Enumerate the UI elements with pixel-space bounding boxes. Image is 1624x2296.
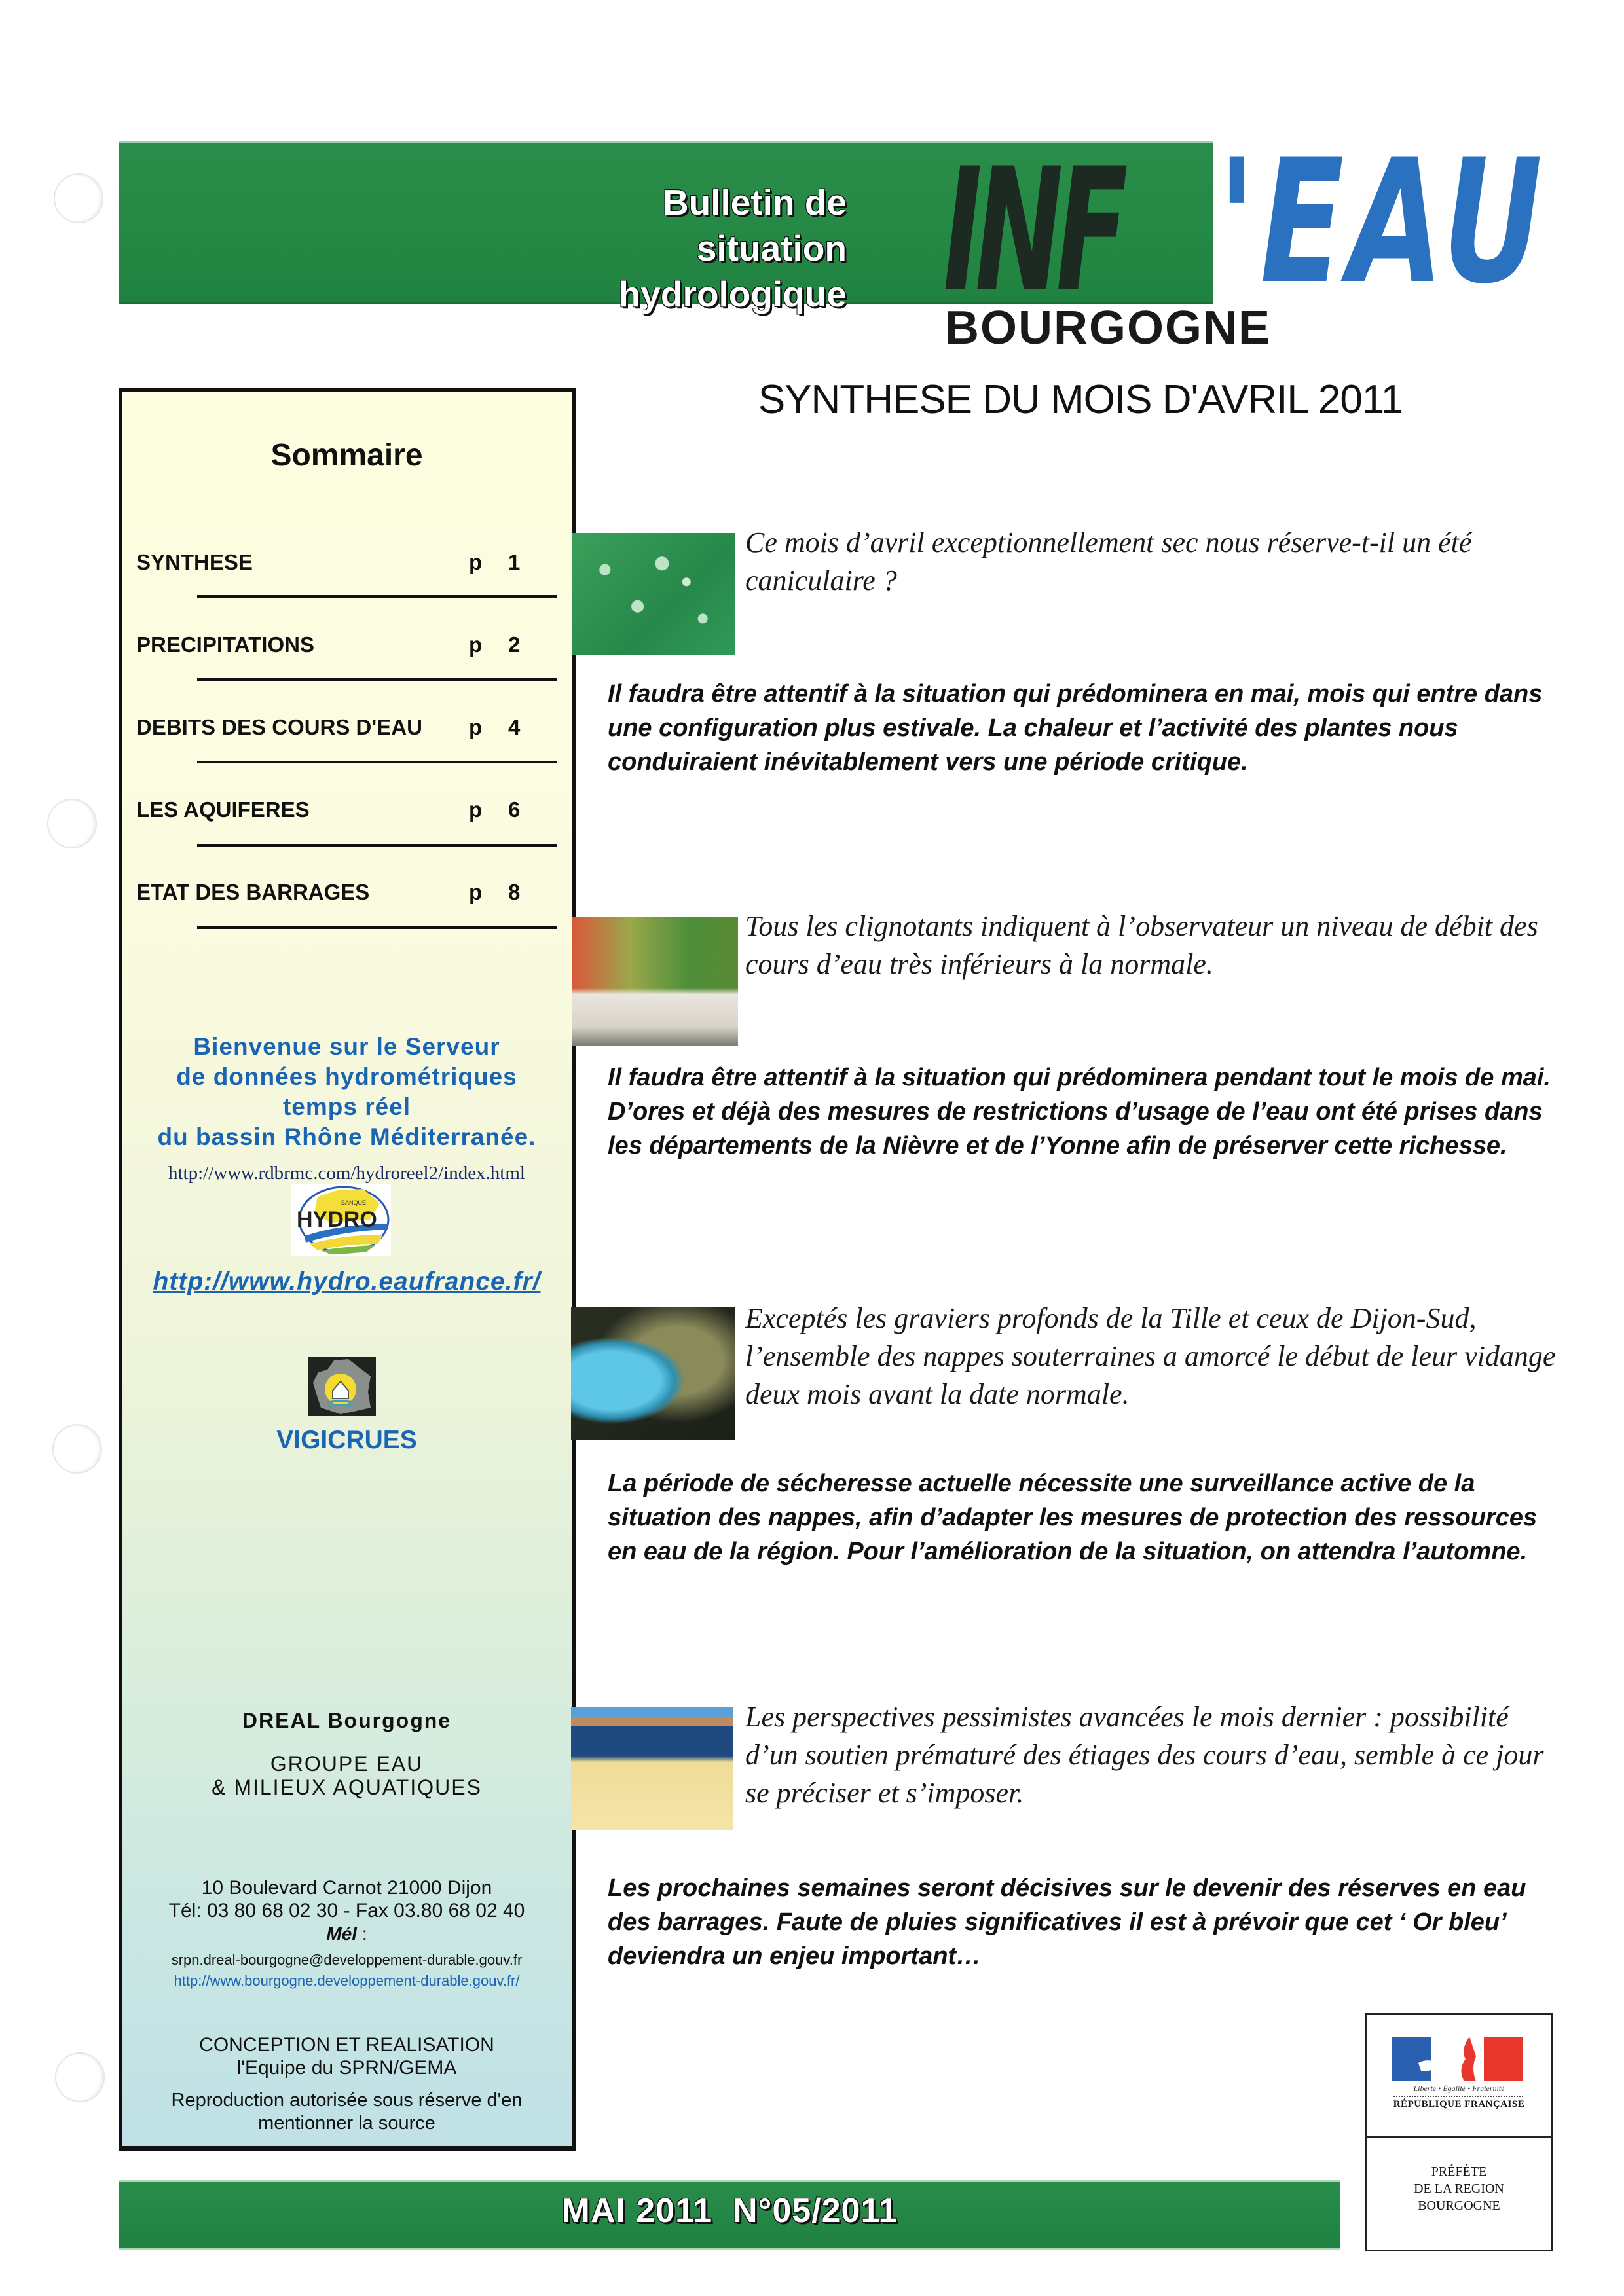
- welcome-line: temps réel: [282, 1093, 411, 1120]
- section-intro-debits: Tous les clignotants indiquent à l’observateur un niveau de débit des cours d’eau très inférieurs à la normale.: [745, 910, 1538, 980]
- sommaire-heading: Sommaire: [270, 438, 423, 473]
- phone-line: Tél: 03 80 68 02 30 - Fax 03.80 68 02 40: [168, 1900, 525, 1922]
- vigicrues-label[interactable]: VIGICRUES: [276, 1426, 417, 1454]
- prefete-line: BOURGOGNE: [1418, 2198, 1500, 2213]
- toc-page-number: 6: [508, 797, 521, 822]
- welcome-line: Bienvenue sur le Serveur: [193, 1033, 500, 1060]
- section-body-debits: Il faudra être attentif à la situation qui prédominera pendant tout le mois de mai. D’ores et déjà des mesures de restrictions d’usage de l’eau ont été prises dans les départements de la Nièvre et de l’Yonne afin de préserver cette richesse.: [608, 1064, 1551, 1159]
- hydro-eaufrance-link[interactable]: http://www.hydro.eaufrance.fr/: [153, 1267, 541, 1296]
- toc-divider: [197, 761, 557, 763]
- page-title: SYNTHESE DU MOIS D'AVRIL 2011: [758, 377, 1403, 422]
- cave-water-image: [571, 1307, 735, 1440]
- marianne-flag-icon: [1392, 2037, 1523, 2081]
- section-body-synthese: Il faudra être attentif à la situation qui prédominera en mai, mois qui entre dans une configuration plus estivale. La chaleur et l’activité des plantes nous conduiraient inévitablement vers une période critique.: [608, 680, 1543, 776]
- repro-line: Reproduction autorisée sous réserve d'en: [171, 2090, 523, 2111]
- punch-hole: [52, 1424, 102, 1474]
- prefete-line: PRÉFÈTE: [1431, 2164, 1487, 2179]
- logo-region-label: BOURGOGNE: [945, 302, 1272, 354]
- toc-label: PRECIPITATIONS: [136, 632, 314, 657]
- hydro-logo-graphic: [291, 1184, 391, 1256]
- republic-name: RÉPUBLIQUE FRANÇAISE: [1393, 2099, 1525, 2109]
- prefete-line: DE LA REGION: [1414, 2181, 1504, 2196]
- subtitle-line-2: situation hydrologique: [618, 228, 847, 314]
- punch-hole: [47, 799, 97, 848]
- toc-item-barrages[interactable]: [136, 880, 555, 906]
- toc-page-number: 8: [508, 880, 521, 904]
- groupe-line: GROUPE EAU: [270, 1752, 424, 1776]
- dreal-name: DREAL Bourgogne: [242, 1709, 452, 1732]
- welcome-line: de données hydrométriques: [176, 1063, 517, 1090]
- website-link[interactable]: http://www.bourgogne.developpement-durable.gouv.fr/: [174, 1973, 520, 1989]
- banque-hydro-logo[interactable]: [291, 1184, 391, 1256]
- water-droplets-image: [572, 533, 735, 655]
- toc-item-precipitations[interactable]: [136, 632, 555, 659]
- autumn-river-image: [572, 917, 738, 1046]
- toc-p: p: [469, 880, 483, 904]
- repro-line: mentionner la source: [258, 2113, 435, 2134]
- reproduction-notice: [122, 2089, 572, 2135]
- issue-number: MAI 2011 N°05/2011: [561, 2192, 898, 2230]
- svg-text:HYDRO: HYDRO: [297, 1207, 377, 1232]
- republic-box-divider: [1367, 2136, 1551, 2138]
- toc-item-aquiferes[interactable]: [136, 797, 555, 824]
- welcome-message: [122, 1032, 572, 1152]
- svg-text:BANQUE: BANQUE: [341, 1199, 367, 1206]
- toc-item-debits[interactable]: [136, 715, 555, 741]
- infeau-logo-inf: INF: [943, 132, 1121, 330]
- toc-divider: [197, 926, 557, 929]
- republique-francaise-logo: [1365, 2013, 1553, 2251]
- sidebar-panel: [119, 388, 576, 2151]
- groupe-line: & MILIEUX AQUATIQUES: [212, 1776, 482, 1799]
- toc-p: p: [469, 550, 483, 574]
- email-link[interactable]: srpn.dreal-bourgogne@developpement-durable.gouv.fr: [171, 1952, 523, 1968]
- toc-divider: [197, 678, 557, 681]
- section-intro-aquiferes: Exceptés les graviers profonds de la Tille et ceux de Dijon-Sud, l’ensemble des nappes souterraines a amorcé le début de leur vidange deux mois avant la date normale.: [745, 1302, 1556, 1410]
- welcome-line: du bassin Rhône Méditerranée.: [157, 1123, 536, 1150]
- footer-banner: [119, 2180, 1340, 2250]
- toc-label: ETAT DES BARRAGES: [136, 880, 370, 904]
- conception-line: CONCEPTION ET REALISATION: [199, 2034, 494, 2056]
- toc-p: p: [469, 632, 483, 657]
- motto-divider: [1393, 2096, 1523, 2098]
- france-house-icon: [308, 1357, 376, 1416]
- address-line: 10 Boulevard Carnot 21000 Dijon: [201, 1877, 492, 1899]
- mel-label: [122, 1923, 572, 1944]
- punch-hole: [54, 173, 103, 223]
- section-intro-barrages: Les perspectives pessimistes avancées le mois dernier : possibilité d’un soutien prématuré des étiages des cours d’eau, semble à ce jour se préciser et s’imposer.: [745, 1701, 1544, 1809]
- conception-line: l'Equipe du SPRN/GEMA: [236, 2057, 457, 2079]
- conception-credit: [122, 2033, 572, 2079]
- dam-reservoir-image: [571, 1707, 733, 1830]
- toc-page-number: 1: [508, 550, 521, 574]
- toc-label: LES AQUIFERES: [136, 797, 310, 822]
- section-intro-synthese: Ce mois d’avril exceptionnellement sec nous réserve-t-il un été caniculaire ?: [745, 526, 1472, 596]
- toc-page-number: 2: [508, 632, 521, 657]
- mel-colon: :: [357, 1923, 367, 1944]
- section-body-aquiferes: La période de sécheresse actuelle nécessite une surveillance active de la situation des nappes, afin d’adapter les mesures de protection des ressources en eau de la région. Pour l’amélioration de la situation, on attendra l’automne.: [608, 1470, 1538, 1565]
- rdbrmc-link[interactable]: http://www.rdbrmc.com/hydroreel2/index.html: [168, 1163, 525, 1184]
- groupe-eau: [122, 1752, 572, 1799]
- mel-text: Mél: [326, 1923, 358, 1944]
- subtitle-line-1: Bulletin de: [662, 182, 847, 223]
- toc-page-number: 4: [508, 715, 521, 739]
- prefecture-name: [1367, 2163, 1551, 2214]
- republic-motto: Liberté • Égalité • Fraternité: [1413, 2084, 1505, 2093]
- contact-address: [122, 1876, 572, 1922]
- punch-hole: [55, 2052, 105, 2102]
- toc-label: SYNTHESE: [136, 550, 253, 574]
- toc-item-synthese[interactable]: [136, 550, 555, 576]
- section-body-barrages: Les prochaines semaines seront décisives sur le devenir des réserves en eau des barrages. Faute de pluies significatives il est à prévoir que cet ‘ Or bleu’ deviendra un enjeu important…: [608, 1874, 1526, 1970]
- infeau-logo-eau: 'EAU: [1218, 124, 1547, 321]
- toc-p: p: [469, 797, 483, 822]
- toc-divider: [197, 595, 557, 598]
- vigicrues-logo[interactable]: [308, 1357, 376, 1416]
- toc-p: p: [469, 715, 483, 739]
- toc-divider: [197, 844, 557, 847]
- toc-label: DEBITS DES COURS D'EAU: [136, 715, 422, 739]
